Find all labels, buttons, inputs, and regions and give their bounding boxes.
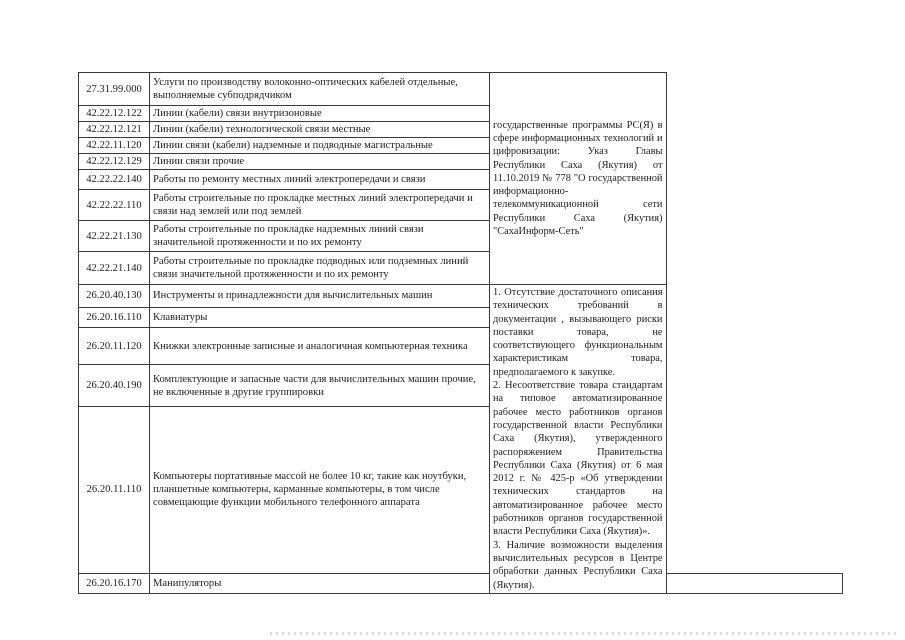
table-row — [79, 138, 843, 154]
table-row — [79, 73, 843, 106]
item-name: Линии (кабели) связи внутризоновые — [150, 106, 490, 122]
table-row — [79, 170, 843, 190]
item-name: Книжки электронные записные и аналогичная компьютерная техника — [150, 327, 490, 365]
item-name: Работы строительные по прокладке надземных линий связи значительной протяженности и по их ремонту — [150, 221, 490, 252]
okpd-code: 42.22.12.129 — [79, 154, 150, 170]
table-row — [79, 573, 843, 593]
item-name: Клавиатуры — [150, 307, 490, 327]
item-name: Инструменты и принадлежности для вычислительных машин — [150, 285, 490, 308]
table-row — [79, 154, 843, 170]
okpd-code: 42.22.12.122 — [79, 106, 150, 122]
table-row — [79, 365, 843, 406]
table-row — [79, 285, 843, 308]
item-name: Линии (кабели) технологической связи местные — [150, 122, 490, 138]
item-name: Работы по ремонту местных линий электропередачи и связи — [150, 170, 490, 190]
table-row — [79, 106, 843, 122]
table-row — [79, 327, 843, 365]
item-name: Комплектующие и запасные части для вычислительных машин прочие, не включенные в другие группировки — [150, 365, 490, 406]
justification-point-1: 1. Отсутствие достаточного описания технических требований в документации , вызывающего риски поставки товара, не соответствующего функциональным характеристикам товара, предполагаемого к закупке. — [493, 287, 663, 378]
item-name: Работы строительные по прокладке подводных или подземных линий связи значительной протяженности и по их ремонту — [150, 252, 490, 285]
okpd-code: 26.20.16.110 — [79, 307, 150, 327]
okpd-code: 26.20.40.130 — [79, 285, 150, 308]
item-name: Компьютеры портативные массой не более 10 кг, такие как ноутбуки, планшетные компьютеры, карманные компьютеры, в том числе совмещающие функции мобильного телефонного аппарата — [150, 406, 490, 573]
item-name: Линии связи (кабели) надземные и подводные магистральные — [150, 138, 490, 154]
justification-point-3: 3. Наличие возможности выделения вычислительных ресурсов в Центре обработки данных Республики Саха (Якутия). — [493, 539, 663, 591]
table-row — [79, 221, 843, 252]
table-row — [79, 190, 843, 221]
item-name: Услуги по производству волоконно-оптических кабелей отдельные, выполняемые субподрядчиком — [150, 73, 490, 106]
okpd-code: 42.22.12.121 — [79, 122, 150, 138]
okpd-code: 26.20.16.170 — [79, 573, 150, 593]
scan-artifact — [270, 632, 900, 635]
item-name: Линии связи прочие — [150, 154, 490, 170]
okpd-code: 42.22.21.130 — [79, 221, 150, 252]
okpd-code: 26.20.40.190 — [79, 365, 150, 406]
table-row — [79, 406, 843, 573]
okpd-code: 42.22.22.140 — [79, 170, 150, 190]
okpd-code: 26.20.11.120 — [79, 327, 150, 365]
justification-point-2: 2. Несоответствие товара стандартам на типовое автоматизированное рабочее место работников органов государственной власти Республики Саха (Якутия), утвержденного распоряжением Правительства Республики Саха (Якутия) от 6 мая 2012 г. № 425-р «Об утверждении технических стандартов на автоматизированное рабочее место работников органов государственной власти Республики Саха (Якутия)». — [493, 380, 663, 538]
okpd-code: 42.22.22.110 — [79, 190, 150, 221]
empty-cell — [666, 573, 843, 593]
okpd-code: 42.22.11.120 — [79, 138, 150, 154]
item-name: Манипуляторы — [150, 573, 490, 593]
table-row — [79, 122, 843, 138]
okpd-code: 26.20.11.110 — [79, 406, 150, 573]
table-row — [79, 252, 843, 285]
justification-cell-bottom — [490, 285, 667, 594]
okpd-table — [78, 72, 843, 594]
item-name: Работы строительные по прокладке местных линий электропередачи и связи над землей или под землей — [150, 190, 490, 221]
table-row — [79, 307, 843, 327]
okpd-code: 42.22.21.140 — [79, 252, 150, 285]
okpd-code: 27.31.99.000 — [79, 73, 150, 106]
justification-cell-top: государственные программы РС(Я) в сфере информационных технологий и цифровизации: Указ Главы Республики Саха (Якутия) от 11.10.2019 № 778 "О государственной информационно-телекоммуникационной сети Республики Саха (Якутия) "СахаИнформ-Сеть" — [490, 73, 667, 285]
